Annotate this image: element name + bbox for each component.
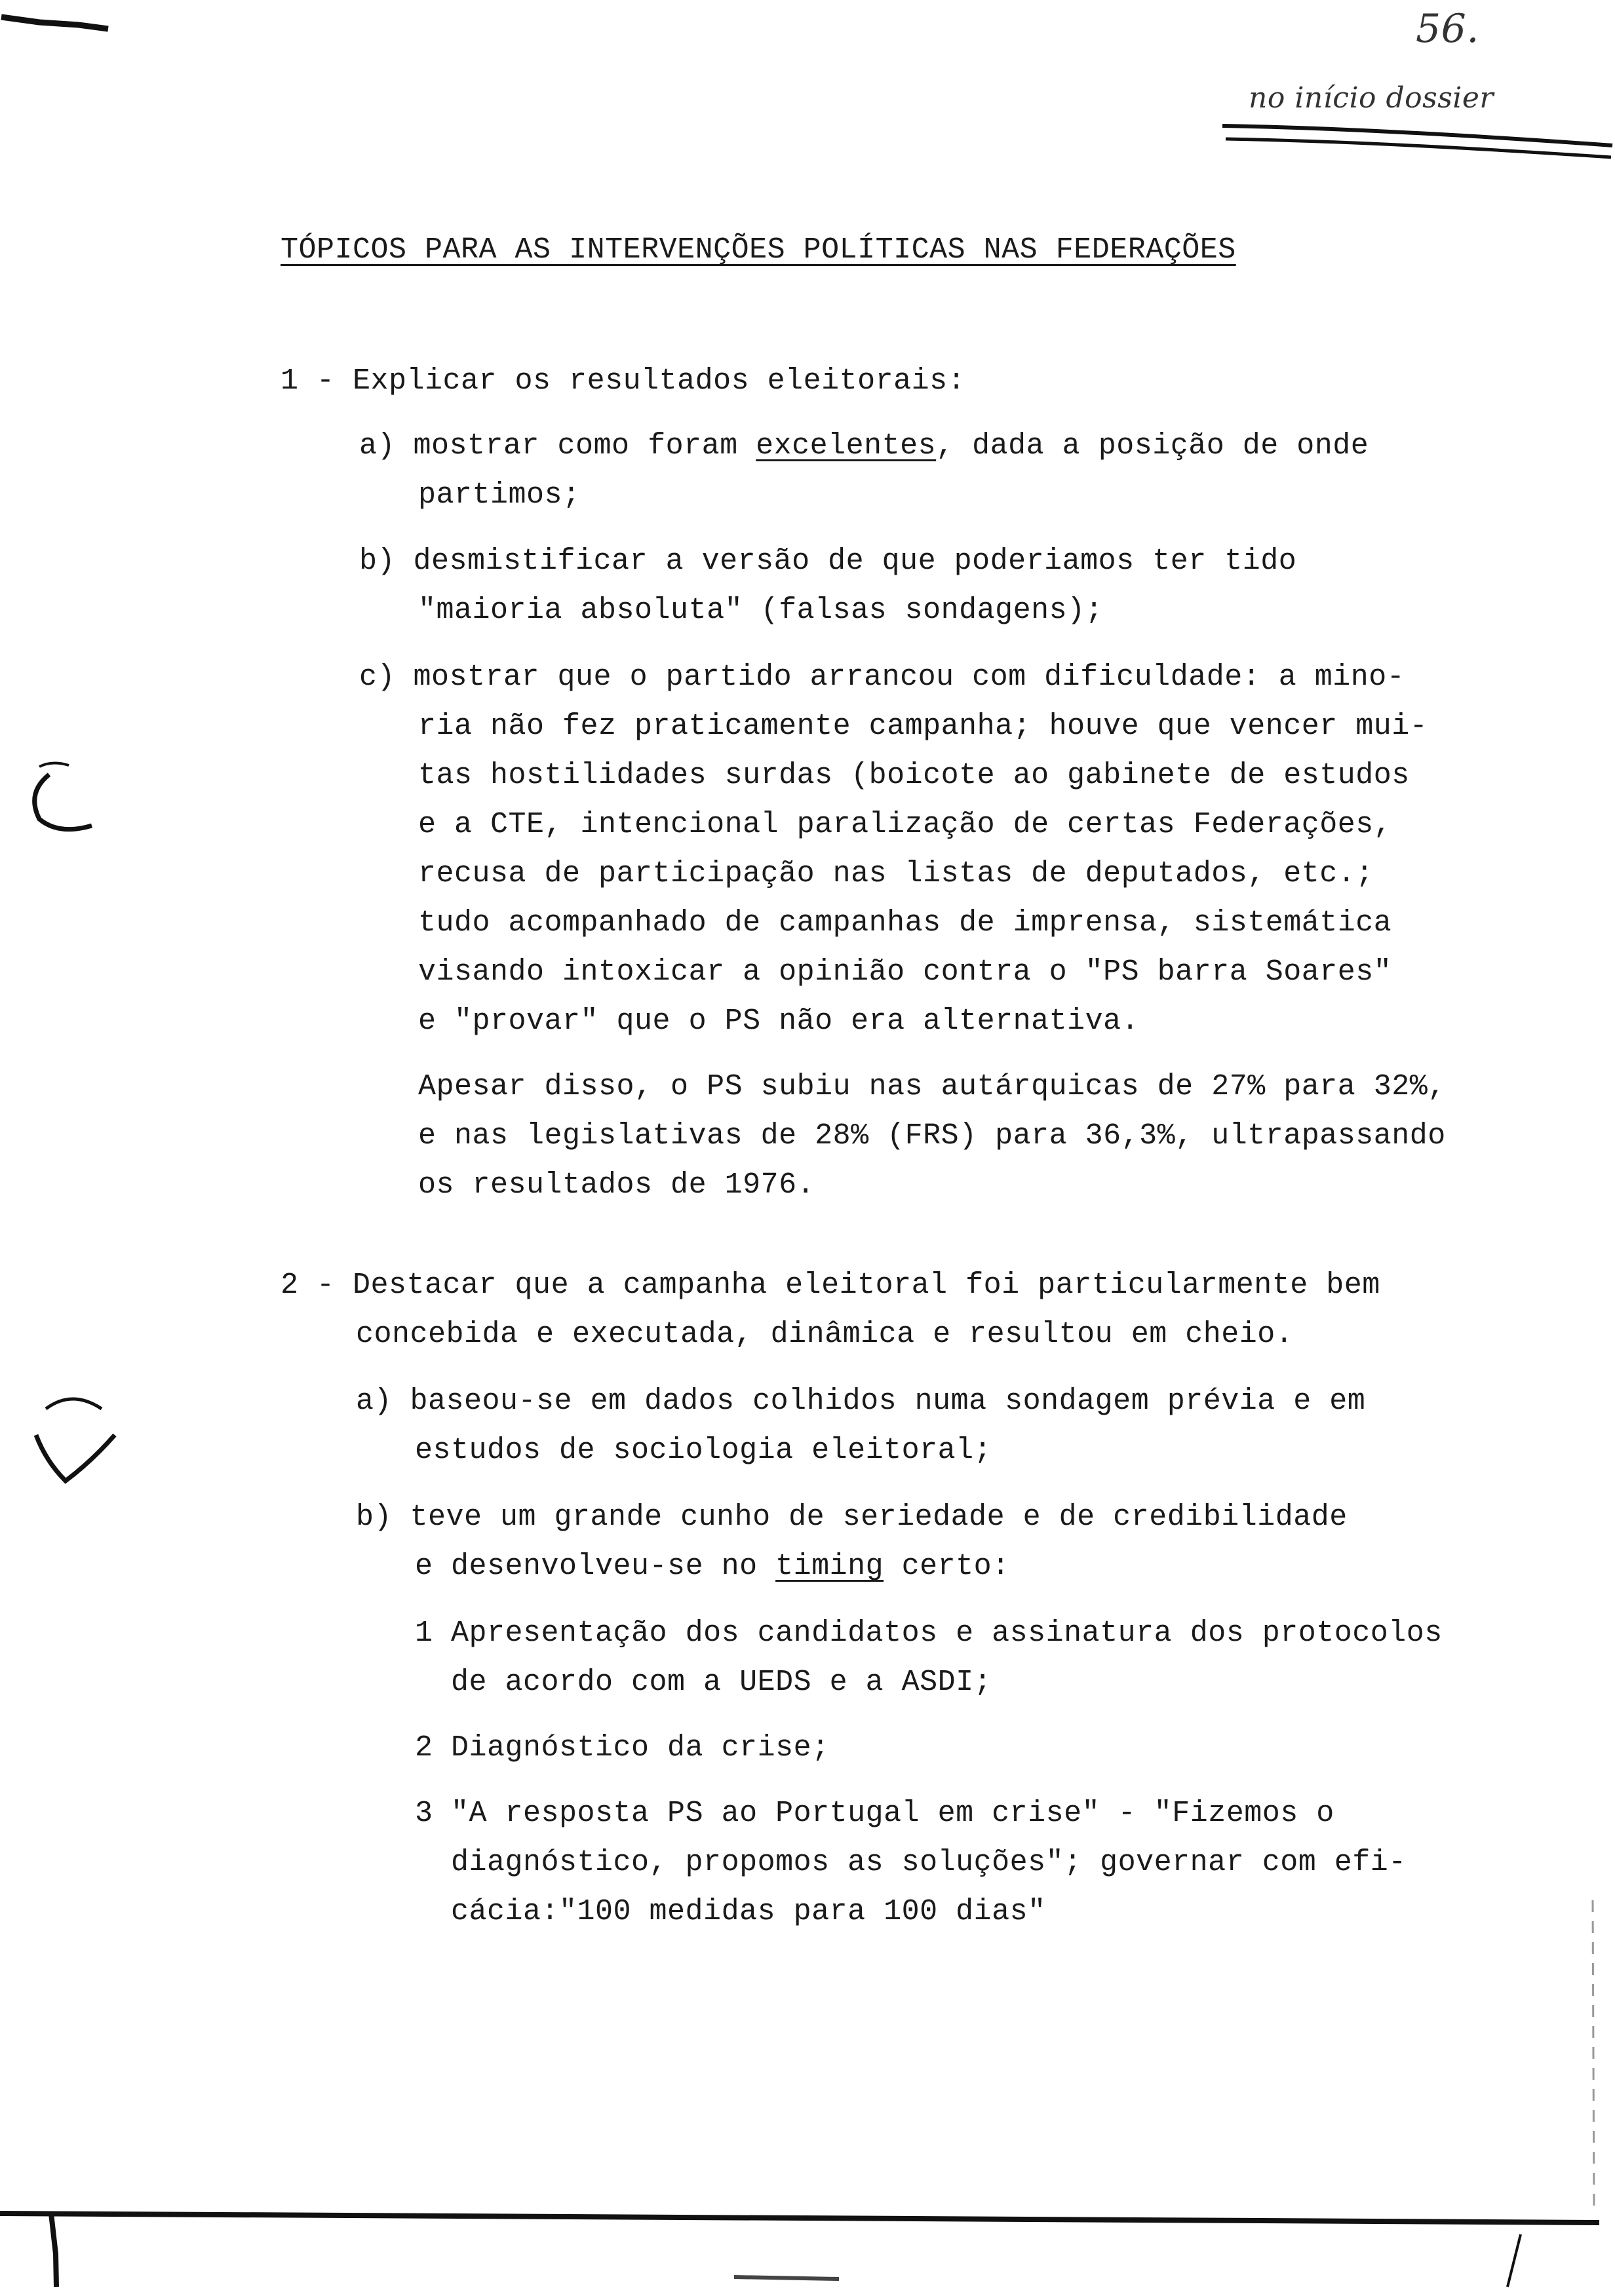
- emphasis-timing: timing: [775, 1550, 884, 1583]
- section-2-heading-line-1: 2 - Destacar que a campanha eleitoral foi particularmente bem: [281, 1269, 1380, 1302]
- result-para-line-3: os resultados de 1976.: [418, 1168, 815, 1202]
- subitem-3-line-2: diagnóstico, propomos as soluções"; governar com efi-: [451, 1846, 1407, 1879]
- item-1b-line-2: "maioria absoluta" (falsas sondagens);: [418, 594, 1104, 627]
- item-1c-line-1: c) mostrar que o partido arrancou com dificuldade: a mino-: [359, 660, 1405, 694]
- bottom-right-stroke: [1508, 2234, 1521, 2287]
- bottom-scan-rule: [0, 2213, 1599, 2223]
- item-1b-line-1: b) desmistificar a versão de que poderiamos ter tido: [359, 545, 1297, 578]
- item-1c-line-6: tudo acompanhado de campanhas de imprensa, sistemática: [418, 906, 1392, 940]
- item-1c-line-2: ria não fez praticamente campanha; houve que vencer mui-: [418, 710, 1428, 743]
- subitem-1-line-1: 1 Apresentação dos candidatos e assinatura dos protocolos: [415, 1617, 1443, 1650]
- item-1c-line-4: e a CTE, intencional paralização de certas Federações,: [418, 808, 1392, 841]
- emphasis-excelentes: excelentes: [756, 429, 937, 463]
- subitem-3-line-3: cácia:"100 medidas para 100 dias": [451, 1895, 1046, 1928]
- right-edge-shadow: [1593, 1900, 1594, 2215]
- item-1a-line-1: a) mostrar como foram excelentes, dada a posição de onde: [359, 429, 1369, 463]
- subitem-3-line-1: 3 "A resposta PS ao Portugal em crise" - "Fizemos o: [415, 1797, 1334, 1830]
- section-2-heading-line-2: concebida e executada, dinâmica e resultou em cheio.: [356, 1318, 1294, 1351]
- top-right-double-rule: [1222, 126, 1612, 145]
- item-1a-line-2: partimos;: [418, 478, 581, 512]
- punch-hole-mark-upper: [35, 775, 92, 830]
- item-2b-line-2: e desenvolveu-se no timing certo:: [415, 1550, 1010, 1583]
- handwritten-margin-note: no início dossier: [1249, 81, 1494, 115]
- result-para-line-2: e nas legislativas de 28% (FRS) para 36,3%, ultrapassando: [418, 1119, 1446, 1153]
- section-1-heading: 1 - Explicar os resultados eleitorais:: [281, 364, 966, 398]
- document-title: TÓPICOS PARA AS INTERVENÇÕES POLÍTICAS NAS FEDERAÇÕES: [281, 233, 1236, 267]
- bottom-left-bracket: [51, 2213, 56, 2287]
- item-2b-line-1: b) teve um grande cunho de seriedade e de credibilidade: [356, 1501, 1348, 1534]
- subitem-1-line-2: de acordo com a UEDS e a ASDI;: [451, 1666, 992, 1699]
- page-number: 56.: [1416, 6, 1479, 52]
- item-1c-line-3: tas hostilidades surdas (boicote ao gabinete de estudos: [418, 759, 1410, 792]
- item-1c-line-5: recusa de participação nas listas de deputados, etc.;: [418, 857, 1374, 890]
- subitem-2: 2 Diagnóstico da crise;: [415, 1731, 830, 1765]
- item-2a-line-2: estudos de sociologia eleitoral;: [415, 1434, 992, 1467]
- result-para-line-1: Apesar disso, o PS subiu nas autárquicas de 27% para 32%,: [418, 1070, 1446, 1103]
- item-2a-line-1: a) baseou-se em dados colhidos numa sondagem prévia e em: [356, 1385, 1366, 1418]
- punch-hole-mark-lower: [46, 1399, 102, 1409]
- item-1c-line-7: visando intoxicar a opinião contra o "PS barra Soares": [418, 955, 1392, 989]
- item-1c-line-8: e "provar" que o PS não era alternativa.: [418, 1004, 1140, 1038]
- top-left-scan-mark: [1, 17, 108, 29]
